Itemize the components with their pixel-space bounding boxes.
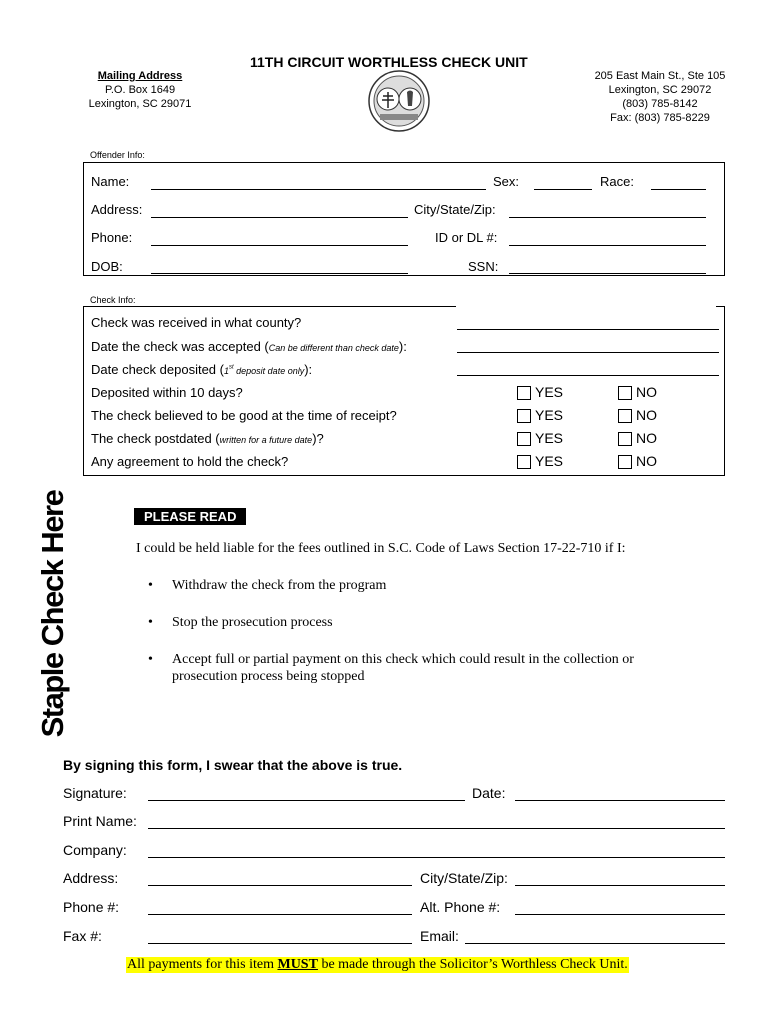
swear-statement: By signing this form, I swear that the above is true.	[63, 757, 403, 773]
bullet-dot-1: •	[148, 578, 153, 593]
deposited-end: ):	[304, 362, 313, 377]
agreement-no-label: NO	[636, 453, 657, 469]
bullet-item-3-cont: prosecution process being stopped	[172, 669, 365, 684]
deposited-text: Date check deposited (	[91, 362, 224, 377]
sign-city-field[interactable]	[515, 885, 725, 886]
good-question: The check believed to be good at the time of receipt?	[91, 408, 397, 423]
phone-field[interactable]	[151, 245, 408, 246]
sign-address-field[interactable]	[148, 885, 412, 886]
sign-city-label: City/State/Zip:	[420, 870, 508, 886]
sign-address-label: Address:	[63, 870, 119, 886]
ssn-field[interactable]	[509, 273, 706, 274]
company-field[interactable]	[148, 857, 725, 858]
form-title: 11TH CIRCUIT WORTHLESS CHECK UNIT	[250, 54, 528, 70]
bullet-item-3: Accept full or partial payment on this check which could result in the collection or	[172, 652, 634, 667]
sign-phone-field[interactable]	[148, 914, 412, 915]
agreement-no-checkbox[interactable]	[618, 455, 632, 469]
address-field[interactable]	[151, 217, 408, 218]
office-address	[585, 69, 735, 125]
payment-notice-pre: All payments for this item	[127, 957, 278, 972]
bullet-item-1: Withdraw the check from the program	[172, 578, 387, 593]
alt-phone-label: Alt. Phone #:	[420, 899, 501, 915]
sex-field[interactable]	[534, 189, 592, 190]
id-field[interactable]	[509, 245, 706, 246]
fax-field[interactable]	[148, 943, 412, 944]
accepted-text: Date the check was accepted (	[91, 339, 269, 354]
county-question: Check was received in what county?	[91, 315, 302, 330]
within10-no-label: NO	[636, 384, 657, 400]
accepted-note: Can be different than check date	[268, 343, 399, 353]
name-field[interactable]	[151, 189, 486, 190]
offender-section-label: Offender Info:	[90, 150, 145, 160]
within10-yes-label: YES	[535, 384, 564, 400]
postdated-end: )?	[312, 431, 324, 446]
state-seal-icon	[368, 70, 430, 132]
postdated-text: The check postdated (	[91, 431, 220, 446]
postdated-note: written for a future date	[219, 435, 313, 445]
payment-notice-must: MUST	[277, 957, 318, 972]
good-no-label: NO	[636, 407, 657, 423]
deposited-note-sup: st	[228, 364, 234, 371]
postdated-yes-label: YES	[535, 430, 564, 446]
alt-phone-field[interactable]	[515, 914, 725, 915]
bullet-dot-2: •	[148, 615, 153, 630]
name-label: Name:	[91, 174, 130, 189]
deposited-note-num: 1	[223, 366, 229, 376]
print-name-field[interactable]	[148, 828, 725, 829]
postdated-no-checkbox[interactable]	[618, 432, 632, 446]
payment-notice	[126, 957, 629, 973]
id-label: ID or DL #:	[435, 230, 498, 245]
ssn-label: SSN:	[468, 259, 499, 274]
email-field[interactable]	[465, 943, 725, 944]
liability-intro: I could be held liable for the fees outlined in S.C. Code of Laws Section 17-22-710 if I:	[136, 541, 626, 556]
mailing-line1: P.O. Box 1649	[104, 84, 176, 96]
sign-date-field[interactable]	[515, 800, 725, 801]
company-label: Company:	[63, 842, 127, 858]
office-line2: Lexington, SC 29072	[608, 84, 712, 96]
bullet-dot-3: •	[148, 652, 153, 667]
race-label: Race:	[600, 174, 634, 189]
phone-label: Phone:	[91, 230, 133, 245]
mailing-address	[80, 69, 200, 111]
fax-label: Fax #:	[63, 928, 102, 944]
within10-question: Deposited within 10 days?	[91, 385, 243, 400]
check-section-label: Check Info:	[90, 295, 136, 305]
print-name-label: Print Name:	[63, 813, 137, 829]
payment-notice-post: be made through the Solicitor’s Worthless Check Unit.	[317, 957, 628, 972]
office-line1: 205 East Main St., Ste 105	[594, 70, 726, 82]
accepted-question	[91, 339, 407, 354]
dob-field[interactable]	[151, 273, 408, 274]
sign-phone-label: Phone #:	[63, 899, 120, 915]
address-label: Address:	[91, 202, 143, 217]
postdated-no-label: NO	[636, 430, 657, 446]
within10-yes-checkbox[interactable]	[517, 386, 531, 400]
deposited-note: deposit date only	[233, 366, 305, 376]
please-read-badge: PLEASE READ	[134, 508, 246, 525]
staple-check-here-text: Staple Check Here	[35, 490, 70, 738]
good-yes-checkbox[interactable]	[517, 409, 531, 423]
deposited-date-field[interactable]	[457, 375, 719, 376]
accepted-end: ):	[398, 339, 407, 354]
office-phone: (803) 785-8142	[622, 98, 698, 110]
agreement-yes-label: YES	[535, 453, 564, 469]
county-field[interactable]	[457, 329, 719, 330]
staple-area	[35, 490, 70, 738]
mailing-address-label: Mailing Address	[97, 70, 183, 82]
good-no-checkbox[interactable]	[618, 409, 632, 423]
email-label: Email:	[420, 928, 459, 944]
mailing-line2: Lexington, SC 29071	[88, 98, 192, 110]
postdated-question	[91, 431, 324, 446]
accepted-date-field[interactable]	[457, 352, 719, 353]
sex-label: Sex:	[493, 174, 520, 189]
agreement-yes-checkbox[interactable]	[517, 455, 531, 469]
deposited-question	[91, 362, 312, 377]
good-yes-label: YES	[535, 407, 564, 423]
agreement-question: Any agreement to hold the check?	[91, 454, 289, 469]
race-field[interactable]	[651, 189, 706, 190]
dob-label: DOB:	[91, 259, 123, 274]
office-fax: Fax: (803) 785-8229	[610, 112, 710, 124]
sign-date-label: Date:	[472, 785, 506, 801]
signature-label: Signature:	[63, 785, 127, 801]
signature-field[interactable]	[148, 800, 465, 801]
city-field[interactable]	[509, 217, 706, 218]
bullet-item-2: Stop the prosecution process	[172, 615, 333, 630]
postdated-yes-checkbox[interactable]	[517, 432, 531, 446]
within10-no-checkbox[interactable]	[618, 386, 632, 400]
city-label: City/State/Zip:	[414, 202, 496, 217]
